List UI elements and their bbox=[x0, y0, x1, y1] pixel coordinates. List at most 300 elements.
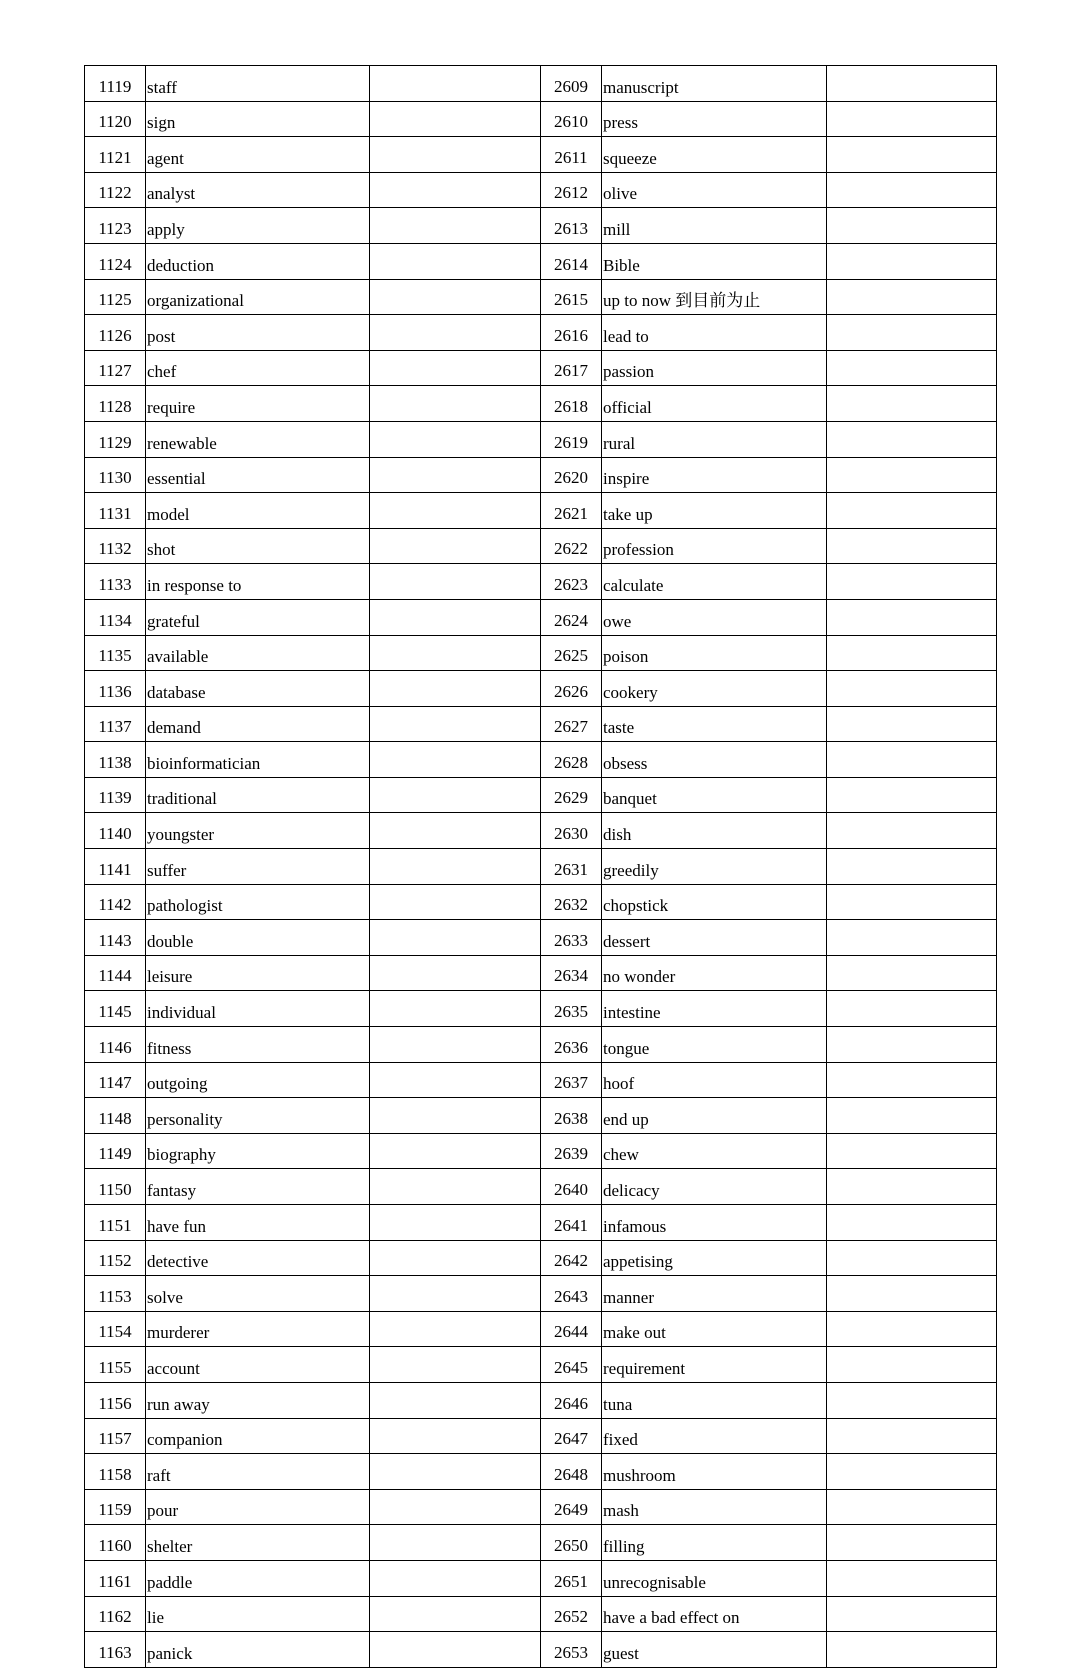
right-word-cell: chew bbox=[602, 1133, 827, 1169]
left-word-cell: murderer bbox=[146, 1311, 370, 1347]
left-blank-cell bbox=[370, 706, 541, 742]
left-blank-cell bbox=[370, 599, 541, 635]
right-number-cell: 2652 bbox=[541, 1596, 602, 1632]
left-blank-cell bbox=[370, 1133, 541, 1169]
right-blank-cell bbox=[827, 777, 997, 813]
left-word-cell: raft bbox=[146, 1454, 370, 1490]
left-blank-cell bbox=[370, 1489, 541, 1525]
left-word-cell: available bbox=[146, 635, 370, 671]
right-word-cell: obsess bbox=[602, 742, 827, 778]
left-word-cell: double bbox=[146, 920, 370, 956]
right-word-cell: intestine bbox=[602, 991, 827, 1027]
right-blank-cell bbox=[827, 493, 997, 529]
left-word-cell: analyst bbox=[146, 172, 370, 208]
left-blank-cell bbox=[370, 243, 541, 279]
table-row bbox=[85, 386, 997, 422]
left-number-cell: 1153 bbox=[85, 1276, 146, 1312]
left-blank-cell bbox=[370, 813, 541, 849]
table-row bbox=[85, 1062, 997, 1098]
left-blank-cell bbox=[370, 991, 541, 1027]
left-word-cell: suffer bbox=[146, 849, 370, 885]
vocabulary-table-body bbox=[85, 66, 997, 1668]
right-number-cell: 2609 bbox=[541, 66, 602, 102]
right-blank-cell bbox=[827, 884, 997, 920]
left-word-cell: solve bbox=[146, 1276, 370, 1312]
left-number-cell: 1120 bbox=[85, 101, 146, 137]
right-number-cell: 2649 bbox=[541, 1489, 602, 1525]
table-row bbox=[85, 1382, 997, 1418]
table-row bbox=[85, 1489, 997, 1525]
right-word-cell: unrecognisable bbox=[602, 1560, 827, 1596]
left-word-cell: pathologist bbox=[146, 884, 370, 920]
right-word-cell: banquet bbox=[602, 777, 827, 813]
left-word-cell: database bbox=[146, 671, 370, 707]
table-row bbox=[85, 1027, 997, 1063]
right-word-cell: press bbox=[602, 101, 827, 137]
left-number-cell: 1160 bbox=[85, 1525, 146, 1561]
right-blank-cell bbox=[827, 1382, 997, 1418]
right-number-cell: 2648 bbox=[541, 1454, 602, 1490]
left-blank-cell bbox=[370, 777, 541, 813]
right-number-cell: 2612 bbox=[541, 172, 602, 208]
table-row bbox=[85, 1632, 997, 1668]
left-word-cell: apply bbox=[146, 208, 370, 244]
right-blank-cell bbox=[827, 386, 997, 422]
right-blank-cell bbox=[827, 1596, 997, 1632]
left-word-cell: model bbox=[146, 493, 370, 529]
right-blank-cell bbox=[827, 1276, 997, 1312]
right-word-cell: manner bbox=[602, 1276, 827, 1312]
left-number-cell: 1131 bbox=[85, 493, 146, 529]
right-blank-cell bbox=[827, 1133, 997, 1169]
left-blank-cell bbox=[370, 1454, 541, 1490]
left-word-cell: individual bbox=[146, 991, 370, 1027]
table-row bbox=[85, 208, 997, 244]
left-number-cell: 1161 bbox=[85, 1560, 146, 1596]
left-word-cell: detective bbox=[146, 1240, 370, 1276]
right-number-cell: 2653 bbox=[541, 1632, 602, 1668]
right-word-cell: mash bbox=[602, 1489, 827, 1525]
left-blank-cell bbox=[370, 955, 541, 991]
left-word-cell: traditional bbox=[146, 777, 370, 813]
table-row bbox=[85, 315, 997, 351]
right-blank-cell bbox=[827, 671, 997, 707]
right-blank-cell bbox=[827, 635, 997, 671]
left-word-cell: agent bbox=[146, 137, 370, 173]
left-number-cell: 1142 bbox=[85, 884, 146, 920]
right-number-cell: 2611 bbox=[541, 137, 602, 173]
left-blank-cell bbox=[370, 386, 541, 422]
table-row bbox=[85, 457, 997, 493]
left-number-cell: 1133 bbox=[85, 564, 146, 600]
left-number-cell: 1147 bbox=[85, 1062, 146, 1098]
left-blank-cell bbox=[370, 66, 541, 102]
left-word-cell: youngster bbox=[146, 813, 370, 849]
right-number-cell: 2636 bbox=[541, 1027, 602, 1063]
right-number-cell: 2628 bbox=[541, 742, 602, 778]
left-blank-cell bbox=[370, 137, 541, 173]
right-blank-cell bbox=[827, 1525, 997, 1561]
table-row bbox=[85, 421, 997, 457]
left-word-cell: sign bbox=[146, 101, 370, 137]
left-blank-cell bbox=[370, 101, 541, 137]
right-number-cell: 2625 bbox=[541, 635, 602, 671]
left-number-cell: 1144 bbox=[85, 955, 146, 991]
left-number-cell: 1138 bbox=[85, 742, 146, 778]
right-word-cell: make out bbox=[602, 1311, 827, 1347]
left-blank-cell bbox=[370, 493, 541, 529]
left-word-cell: shot bbox=[146, 528, 370, 564]
table-row bbox=[85, 172, 997, 208]
left-word-cell: biography bbox=[146, 1133, 370, 1169]
left-blank-cell bbox=[370, 1525, 541, 1561]
right-blank-cell bbox=[827, 1098, 997, 1134]
left-word-cell: essential bbox=[146, 457, 370, 493]
left-word-cell: leisure bbox=[146, 955, 370, 991]
table-row bbox=[85, 955, 997, 991]
left-number-cell: 1125 bbox=[85, 279, 146, 315]
left-number-cell: 1123 bbox=[85, 208, 146, 244]
left-number-cell: 1146 bbox=[85, 1027, 146, 1063]
right-blank-cell bbox=[827, 1169, 997, 1205]
left-blank-cell bbox=[370, 849, 541, 885]
right-word-cell: Bible bbox=[602, 243, 827, 279]
right-blank-cell bbox=[827, 706, 997, 742]
right-number-cell: 2631 bbox=[541, 849, 602, 885]
right-word-cell: filling bbox=[602, 1525, 827, 1561]
right-word-cell: passion bbox=[602, 350, 827, 386]
right-blank-cell bbox=[827, 564, 997, 600]
right-number-cell: 2620 bbox=[541, 457, 602, 493]
right-word-cell: calculate bbox=[602, 564, 827, 600]
left-word-cell: shelter bbox=[146, 1525, 370, 1561]
right-word-cell: hoof bbox=[602, 1062, 827, 1098]
left-blank-cell bbox=[370, 1240, 541, 1276]
right-blank-cell bbox=[827, 1418, 997, 1454]
table-row bbox=[85, 813, 997, 849]
left-number-cell: 1150 bbox=[85, 1169, 146, 1205]
right-blank-cell bbox=[827, 742, 997, 778]
left-number-cell: 1136 bbox=[85, 671, 146, 707]
left-number-cell: 1143 bbox=[85, 920, 146, 956]
left-word-cell: fantasy bbox=[146, 1169, 370, 1205]
left-number-cell: 1119 bbox=[85, 66, 146, 102]
right-blank-cell bbox=[827, 1454, 997, 1490]
left-blank-cell bbox=[370, 884, 541, 920]
left-number-cell: 1145 bbox=[85, 991, 146, 1027]
left-word-cell: staff bbox=[146, 66, 370, 102]
right-number-cell: 2638 bbox=[541, 1098, 602, 1134]
right-number-cell: 2640 bbox=[541, 1169, 602, 1205]
left-blank-cell bbox=[370, 172, 541, 208]
right-number-cell: 2635 bbox=[541, 991, 602, 1027]
left-blank-cell bbox=[370, 742, 541, 778]
right-number-cell: 2623 bbox=[541, 564, 602, 600]
right-blank-cell bbox=[827, 1560, 997, 1596]
left-number-cell: 1155 bbox=[85, 1347, 146, 1383]
table-row bbox=[85, 350, 997, 386]
table-row bbox=[85, 1098, 997, 1134]
right-number-cell: 2644 bbox=[541, 1311, 602, 1347]
right-number-cell: 2630 bbox=[541, 813, 602, 849]
right-blank-cell bbox=[827, 1632, 997, 1668]
left-blank-cell bbox=[370, 1027, 541, 1063]
right-blank-cell bbox=[827, 315, 997, 351]
left-blank-cell bbox=[370, 1169, 541, 1205]
left-word-cell: pour bbox=[146, 1489, 370, 1525]
right-number-cell: 2619 bbox=[541, 421, 602, 457]
right-word-cell: mill bbox=[602, 208, 827, 244]
right-blank-cell bbox=[827, 101, 997, 137]
right-blank-cell bbox=[827, 1311, 997, 1347]
right-word-cell: owe bbox=[602, 599, 827, 635]
table-row bbox=[85, 599, 997, 635]
right-word-cell: squeeze bbox=[602, 137, 827, 173]
right-number-cell: 2633 bbox=[541, 920, 602, 956]
right-number-cell: 2626 bbox=[541, 671, 602, 707]
left-number-cell: 1122 bbox=[85, 172, 146, 208]
left-word-cell: post bbox=[146, 315, 370, 351]
left-number-cell: 1129 bbox=[85, 421, 146, 457]
left-word-cell: deduction bbox=[146, 243, 370, 279]
right-blank-cell bbox=[827, 1489, 997, 1525]
left-word-cell: in response to bbox=[146, 564, 370, 600]
left-blank-cell bbox=[370, 208, 541, 244]
right-blank-cell bbox=[827, 172, 997, 208]
right-blank-cell bbox=[827, 421, 997, 457]
right-word-cell: lead to bbox=[602, 315, 827, 351]
table-row bbox=[85, 849, 997, 885]
left-blank-cell bbox=[370, 350, 541, 386]
right-number-cell: 2629 bbox=[541, 777, 602, 813]
table-row bbox=[85, 1560, 997, 1596]
right-word-cell: official bbox=[602, 386, 827, 422]
table-row bbox=[85, 101, 997, 137]
left-word-cell: bioinformatician bbox=[146, 742, 370, 778]
right-number-cell: 2615 bbox=[541, 279, 602, 315]
right-number-cell: 2647 bbox=[541, 1418, 602, 1454]
right-word-cell: rural bbox=[602, 421, 827, 457]
left-number-cell: 1152 bbox=[85, 1240, 146, 1276]
right-word-cell: chopstick bbox=[602, 884, 827, 920]
right-number-cell: 2617 bbox=[541, 350, 602, 386]
table-row bbox=[85, 493, 997, 529]
left-word-cell: grateful bbox=[146, 599, 370, 635]
right-blank-cell bbox=[827, 849, 997, 885]
right-word-cell: infamous bbox=[602, 1205, 827, 1241]
left-number-cell: 1154 bbox=[85, 1311, 146, 1347]
left-number-cell: 1156 bbox=[85, 1382, 146, 1418]
left-blank-cell bbox=[370, 279, 541, 315]
left-blank-cell bbox=[370, 564, 541, 600]
left-word-cell: organizational bbox=[146, 279, 370, 315]
right-blank-cell bbox=[827, 137, 997, 173]
right-word-cell: no wonder bbox=[602, 955, 827, 991]
right-word-cell: dish bbox=[602, 813, 827, 849]
table-row bbox=[85, 1205, 997, 1241]
right-word-cell: greedily bbox=[602, 849, 827, 885]
table-row bbox=[85, 1276, 997, 1312]
right-word-cell: tuna bbox=[602, 1382, 827, 1418]
left-number-cell: 1157 bbox=[85, 1418, 146, 1454]
left-number-cell: 1132 bbox=[85, 528, 146, 564]
right-word-cell: poison bbox=[602, 635, 827, 671]
left-blank-cell bbox=[370, 315, 541, 351]
right-word-cell: requirement bbox=[602, 1347, 827, 1383]
right-word-cell: manuscript bbox=[602, 66, 827, 102]
table-row bbox=[85, 279, 997, 315]
table-row bbox=[85, 671, 997, 707]
table-row bbox=[85, 1596, 997, 1632]
left-number-cell: 1139 bbox=[85, 777, 146, 813]
left-number-cell: 1135 bbox=[85, 635, 146, 671]
table-row bbox=[85, 742, 997, 778]
left-number-cell: 1124 bbox=[85, 243, 146, 279]
left-number-cell: 1128 bbox=[85, 386, 146, 422]
left-word-cell: account bbox=[146, 1347, 370, 1383]
right-blank-cell bbox=[827, 279, 997, 315]
left-word-cell: have fun bbox=[146, 1205, 370, 1241]
right-blank-cell bbox=[827, 1205, 997, 1241]
left-number-cell: 1151 bbox=[85, 1205, 146, 1241]
right-blank-cell bbox=[827, 991, 997, 1027]
right-blank-cell bbox=[827, 813, 997, 849]
left-blank-cell bbox=[370, 421, 541, 457]
right-number-cell: 2642 bbox=[541, 1240, 602, 1276]
right-word-cell: inspire bbox=[602, 457, 827, 493]
right-word-cell: mushroom bbox=[602, 1454, 827, 1490]
right-word-cell: olive bbox=[602, 172, 827, 208]
right-number-cell: 2616 bbox=[541, 315, 602, 351]
right-word-cell: dessert bbox=[602, 920, 827, 956]
left-blank-cell bbox=[370, 1418, 541, 1454]
right-number-cell: 2614 bbox=[541, 243, 602, 279]
right-number-cell: 2618 bbox=[541, 386, 602, 422]
left-blank-cell bbox=[370, 635, 541, 671]
right-blank-cell bbox=[827, 955, 997, 991]
table-row bbox=[85, 1347, 997, 1383]
table-row bbox=[85, 706, 997, 742]
left-word-cell: lie bbox=[146, 1596, 370, 1632]
right-blank-cell bbox=[827, 1347, 997, 1383]
left-number-cell: 1148 bbox=[85, 1098, 146, 1134]
right-word-cell: take up bbox=[602, 493, 827, 529]
left-blank-cell bbox=[370, 671, 541, 707]
left-number-cell: 1130 bbox=[85, 457, 146, 493]
right-number-cell: 2610 bbox=[541, 101, 602, 137]
right-word-cell: cookery bbox=[602, 671, 827, 707]
right-blank-cell bbox=[827, 457, 997, 493]
left-blank-cell bbox=[370, 1311, 541, 1347]
left-number-cell: 1140 bbox=[85, 813, 146, 849]
left-number-cell: 1158 bbox=[85, 1454, 146, 1490]
table-row bbox=[85, 1525, 997, 1561]
left-blank-cell bbox=[370, 1062, 541, 1098]
left-word-cell: renewable bbox=[146, 421, 370, 457]
right-word-cell: have a bad effect on bbox=[602, 1596, 827, 1632]
left-blank-cell bbox=[370, 1596, 541, 1632]
left-word-cell: demand bbox=[146, 706, 370, 742]
right-word-cell: fixed bbox=[602, 1418, 827, 1454]
right-number-cell: 2637 bbox=[541, 1062, 602, 1098]
left-number-cell: 1126 bbox=[85, 315, 146, 351]
right-number-cell: 2639 bbox=[541, 1133, 602, 1169]
table-row bbox=[85, 66, 997, 102]
right-blank-cell bbox=[827, 243, 997, 279]
left-blank-cell bbox=[370, 1632, 541, 1668]
right-blank-cell bbox=[827, 1027, 997, 1063]
right-blank-cell bbox=[827, 66, 997, 102]
right-word-cell: end up bbox=[602, 1098, 827, 1134]
left-word-cell: paddle bbox=[146, 1560, 370, 1596]
left-number-cell: 1121 bbox=[85, 137, 146, 173]
right-blank-cell bbox=[827, 1240, 997, 1276]
right-word-cell: tongue bbox=[602, 1027, 827, 1063]
left-word-cell: outgoing bbox=[146, 1062, 370, 1098]
right-blank-cell bbox=[827, 1062, 997, 1098]
left-word-cell: fitness bbox=[146, 1027, 370, 1063]
right-number-cell: 2651 bbox=[541, 1560, 602, 1596]
table-row bbox=[85, 991, 997, 1027]
right-number-cell: 2646 bbox=[541, 1382, 602, 1418]
right-number-cell: 2645 bbox=[541, 1347, 602, 1383]
left-blank-cell bbox=[370, 1205, 541, 1241]
left-blank-cell bbox=[370, 1098, 541, 1134]
left-word-cell: require bbox=[146, 386, 370, 422]
right-number-cell: 2621 bbox=[541, 493, 602, 529]
right-blank-cell bbox=[827, 599, 997, 635]
table-row bbox=[85, 1240, 997, 1276]
left-blank-cell bbox=[370, 457, 541, 493]
table-row bbox=[85, 1169, 997, 1205]
left-number-cell: 1159 bbox=[85, 1489, 146, 1525]
right-number-cell: 2613 bbox=[541, 208, 602, 244]
table-row bbox=[85, 528, 997, 564]
table-row bbox=[85, 137, 997, 173]
table-row bbox=[85, 243, 997, 279]
table-row bbox=[85, 1418, 997, 1454]
right-word-cell: profession bbox=[602, 528, 827, 564]
right-word-cell: taste bbox=[602, 706, 827, 742]
right-number-cell: 2624 bbox=[541, 599, 602, 635]
left-word-cell: panick bbox=[146, 1632, 370, 1668]
left-blank-cell bbox=[370, 1382, 541, 1418]
right-blank-cell bbox=[827, 208, 997, 244]
right-number-cell: 2641 bbox=[541, 1205, 602, 1241]
table-row bbox=[85, 635, 997, 671]
table-row bbox=[85, 1454, 997, 1490]
right-number-cell: 2622 bbox=[541, 528, 602, 564]
left-word-cell: companion bbox=[146, 1418, 370, 1454]
right-blank-cell bbox=[827, 350, 997, 386]
right-number-cell: 2634 bbox=[541, 955, 602, 991]
left-blank-cell bbox=[370, 920, 541, 956]
right-word-cell: appetising bbox=[602, 1240, 827, 1276]
right-word-cell: guest bbox=[602, 1632, 827, 1668]
right-word-cell: up to now 到目前为止 bbox=[602, 279, 827, 315]
left-word-cell: run away bbox=[146, 1382, 370, 1418]
left-number-cell: 1149 bbox=[85, 1133, 146, 1169]
table-row bbox=[85, 777, 997, 813]
vocabulary-table bbox=[84, 65, 997, 1668]
left-number-cell: 1127 bbox=[85, 350, 146, 386]
right-number-cell: 2632 bbox=[541, 884, 602, 920]
left-blank-cell bbox=[370, 528, 541, 564]
right-blank-cell bbox=[827, 528, 997, 564]
table-row bbox=[85, 1311, 997, 1347]
left-blank-cell bbox=[370, 1347, 541, 1383]
right-number-cell: 2650 bbox=[541, 1525, 602, 1561]
